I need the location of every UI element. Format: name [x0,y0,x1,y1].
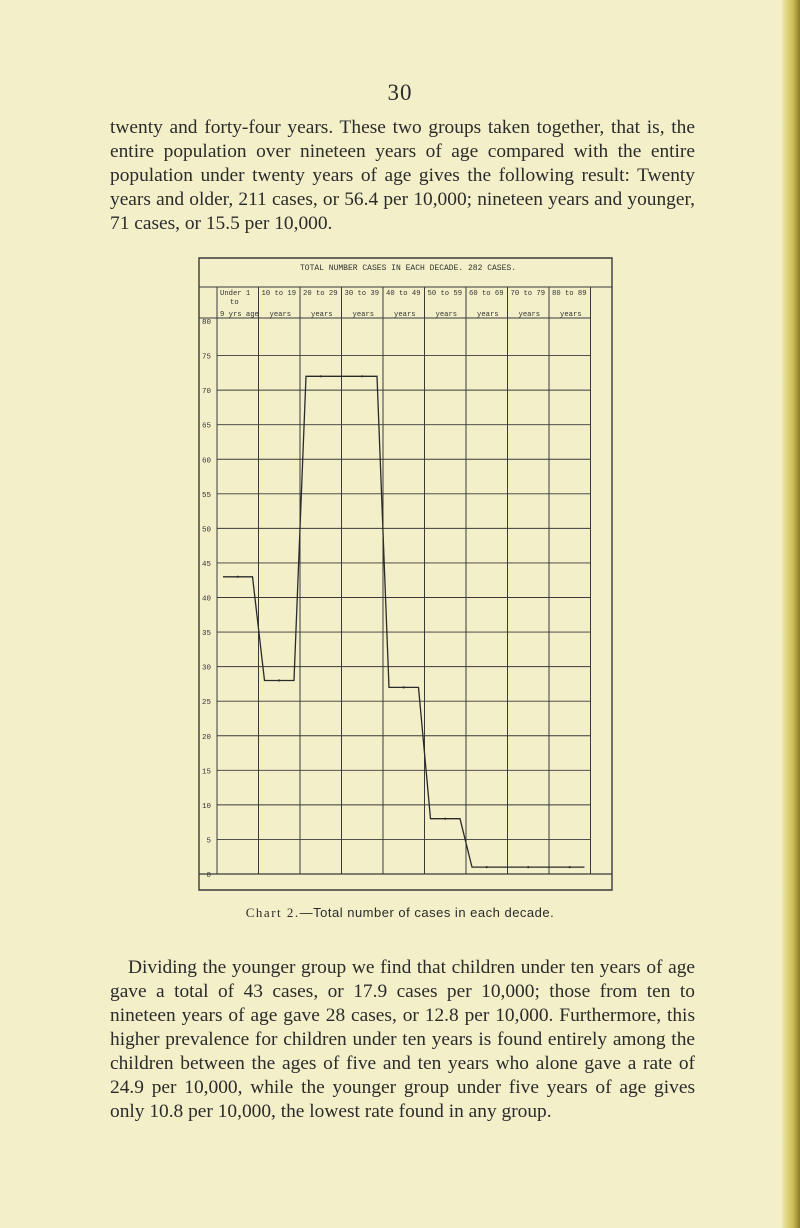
category-label-top: 10 to 19 [261,290,297,298]
category-label-top: 20 to 29 [303,290,338,298]
y-tick-label: 10 [201,802,211,811]
series-point [486,866,488,868]
page-number: 30 [387,80,413,105]
y-tick-label: 25 [201,699,211,708]
category-label-bottom: 9 yrs age [220,311,259,319]
category-label-top: 50 to 59 [427,290,463,298]
series-point [278,679,280,681]
y-tick-label: 80 [201,319,211,327]
category-label-bottom: years [518,311,541,319]
paragraph-top: twenty and forty-four years. These two groups taken together, that is, the entire population over nineteen years of age compared with the entire population under twenty years of age gives the following result: Twenty years and older, 211 cases, or 56.4 per 10,000; nineteen years and younger, 71 cases, or 15.5 per 10,000. [110,117,695,234]
y-tick-label: 75 [201,353,211,362]
category-label-bottom: years [352,311,375,319]
y-tick-label: 30 [201,664,211,673]
chart-caption [0,905,800,921]
series-line [223,376,585,867]
y-tick-label: 60 [201,457,211,466]
series-point [320,375,322,377]
category-label-top: 40 to 49 [386,290,421,298]
category-label-mid: to [230,299,239,307]
category-label-bottom: years [269,311,292,319]
category-label-bottom: years [560,311,582,319]
category-label-top: 30 to 39 [344,290,380,298]
category-label-top: 60 to 69 [469,290,504,298]
category-label-bottom: years [394,311,416,319]
y-tick-label: 35 [201,630,211,639]
series-point [444,818,446,820]
paragraph-bottom: Dividing the younger group we find that children under ten years of age gave a total of 43 cases, or 17.9 cases per 10,000; those from ten to nineteen years of age gave 28 cases, or 12.8 per 10,000. Furthermore, this higher prevalence for children under ten years is found entirely among the children between the ages of five and ten years who alone gave a rate of 24.9 per 10,000, while the younger group under five years of age gives only 10.8 per 10,000, the lowest rate found in any group. [110,957,695,1122]
y-tick-label: 5 [206,837,211,846]
caption-text: —Total number of cases in each decade. [299,905,555,920]
category-label-top: 70 to 79 [510,290,546,298]
y-tick-label: 0 [206,872,211,880]
y-tick-label: 40 [201,595,211,604]
y-tick-label: 70 [201,388,211,397]
category-label-bottom: years [435,311,458,319]
category-label-top: 80 to 89 [552,290,587,298]
chart-outer-frame [199,258,612,890]
y-tick-label: 15 [201,768,211,777]
series-point [527,866,529,868]
category-label-bottom: years [311,311,333,319]
y-tick-label: 65 [201,422,211,431]
series-point [361,375,363,377]
y-tick-label: 55 [201,491,211,500]
y-tick-label: 20 [201,733,211,742]
series-point [569,866,571,868]
y-tick-label: 50 [201,526,211,535]
series-point [237,576,239,578]
y-tick-label: 45 [201,560,211,569]
category-label-top: Under 1 [220,290,251,298]
category-label-bottom: years [477,311,499,319]
caption-lead: Chart 2. [245,905,300,920]
chart-title: TOTAL NUMBER CASES IN EACH DECADE. 282 CASES. [299,264,517,273]
series-point [403,686,405,688]
